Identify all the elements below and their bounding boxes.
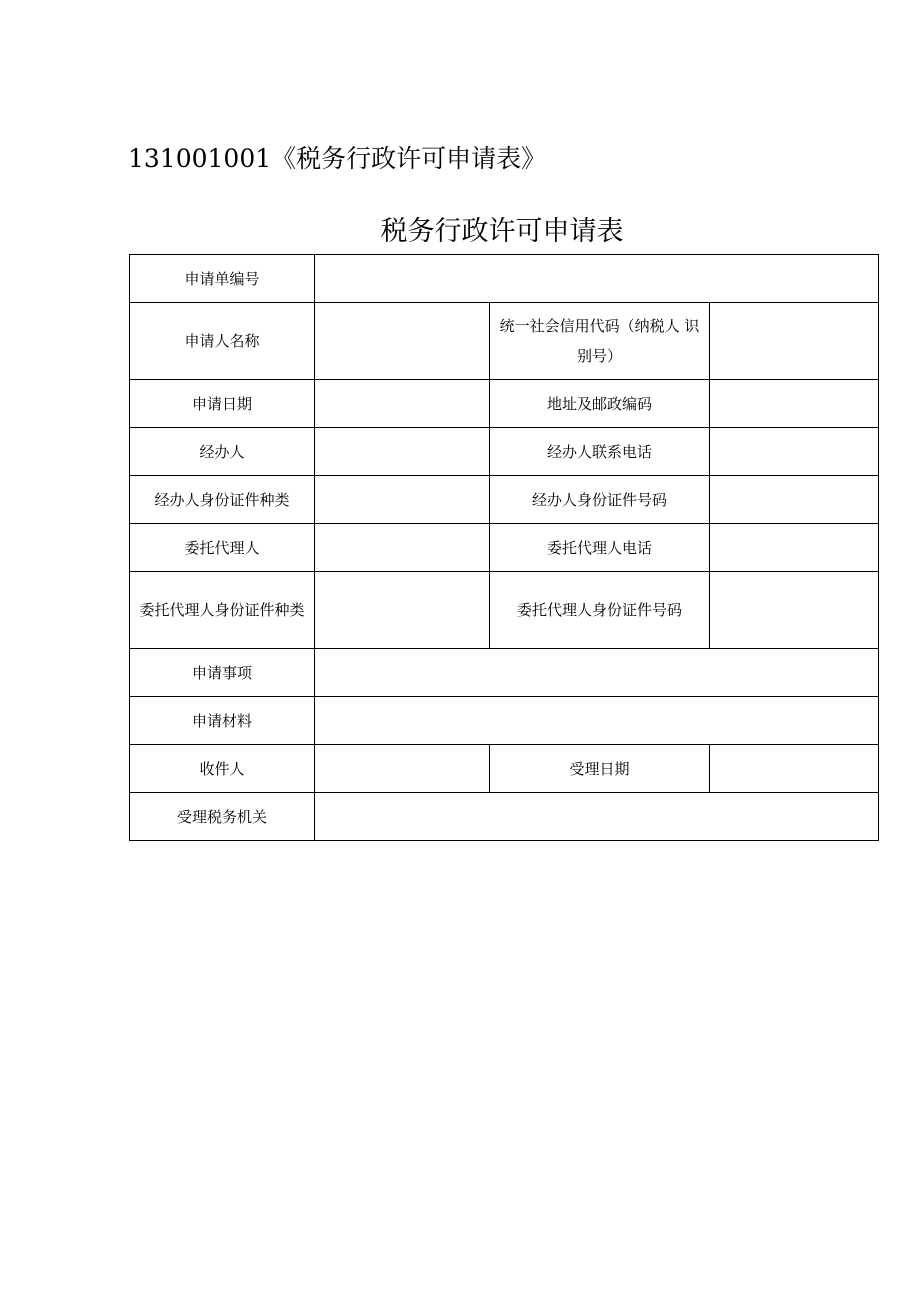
tax-authority-label: 受理税务机关 — [130, 793, 315, 841]
agent-id-type-label: 委托代理人身份证件种类 — [130, 572, 315, 649]
address-label: 地址及邮政编码 — [490, 380, 710, 428]
agent-label: 委托代理人 — [130, 524, 315, 572]
apply-material-label: 申请材料 — [130, 697, 315, 745]
apply-date-field[interactable] — [315, 380, 490, 428]
handler-phone-field[interactable] — [710, 428, 879, 476]
table-row — [130, 649, 879, 697]
application-no-field[interactable] — [315, 255, 879, 303]
table-row — [130, 572, 879, 649]
handler-id-type-label: 经办人身份证件种类 — [130, 476, 315, 524]
apply-date-label: 申请日期 — [130, 380, 315, 428]
receiver-label: 收件人 — [130, 745, 315, 793]
application-no-label: 申请单编号 — [130, 255, 315, 303]
applicant-name-field[interactable] — [315, 303, 490, 380]
apply-material-field[interactable] — [315, 697, 879, 745]
table-row — [130, 255, 879, 303]
address-field[interactable] — [710, 380, 879, 428]
handler-label: 经办人 — [130, 428, 315, 476]
agent-field[interactable] — [315, 524, 490, 572]
handler-phone-label: 经办人联系电话 — [490, 428, 710, 476]
form-title: 税务行政许可申请表 — [380, 216, 624, 247]
table-row — [130, 745, 879, 793]
agent-id-type-field[interactable] — [315, 572, 490, 649]
accept-date-field[interactable] — [710, 745, 879, 793]
document-code-title: 131001001《税务行政许可申请表》 — [128, 144, 547, 173]
handler-id-no-label: 经办人身份证件号码 — [490, 476, 710, 524]
table-row — [130, 380, 879, 428]
credit-code-field[interactable] — [710, 303, 879, 380]
apply-matter-field[interactable] — [315, 649, 879, 697]
table-row — [130, 476, 879, 524]
agent-id-no-label: 委托代理人身份证件号码 — [490, 572, 710, 649]
handler-id-type-field[interactable] — [315, 476, 490, 524]
table-row — [130, 793, 879, 841]
table-row — [130, 303, 879, 380]
table-row — [130, 524, 879, 572]
agent-phone-label: 委托代理人电话 — [490, 524, 710, 572]
agent-phone-field[interactable] — [710, 524, 879, 572]
agent-id-no-field[interactable] — [710, 572, 879, 649]
table-row — [130, 428, 879, 476]
handler-id-no-field[interactable] — [710, 476, 879, 524]
credit-code-label: 统一社会信用代码（纳税人 识别号） — [490, 303, 710, 380]
receiver-field[interactable] — [315, 745, 490, 793]
application-form-table — [129, 254, 879, 841]
accept-date-label: 受理日期 — [490, 745, 710, 793]
tax-authority-field[interactable] — [315, 793, 879, 841]
table-row — [130, 697, 879, 745]
applicant-name-label: 申请人名称 — [130, 303, 315, 380]
apply-matter-label: 申请事项 — [130, 649, 315, 697]
handler-field[interactable] — [315, 428, 490, 476]
